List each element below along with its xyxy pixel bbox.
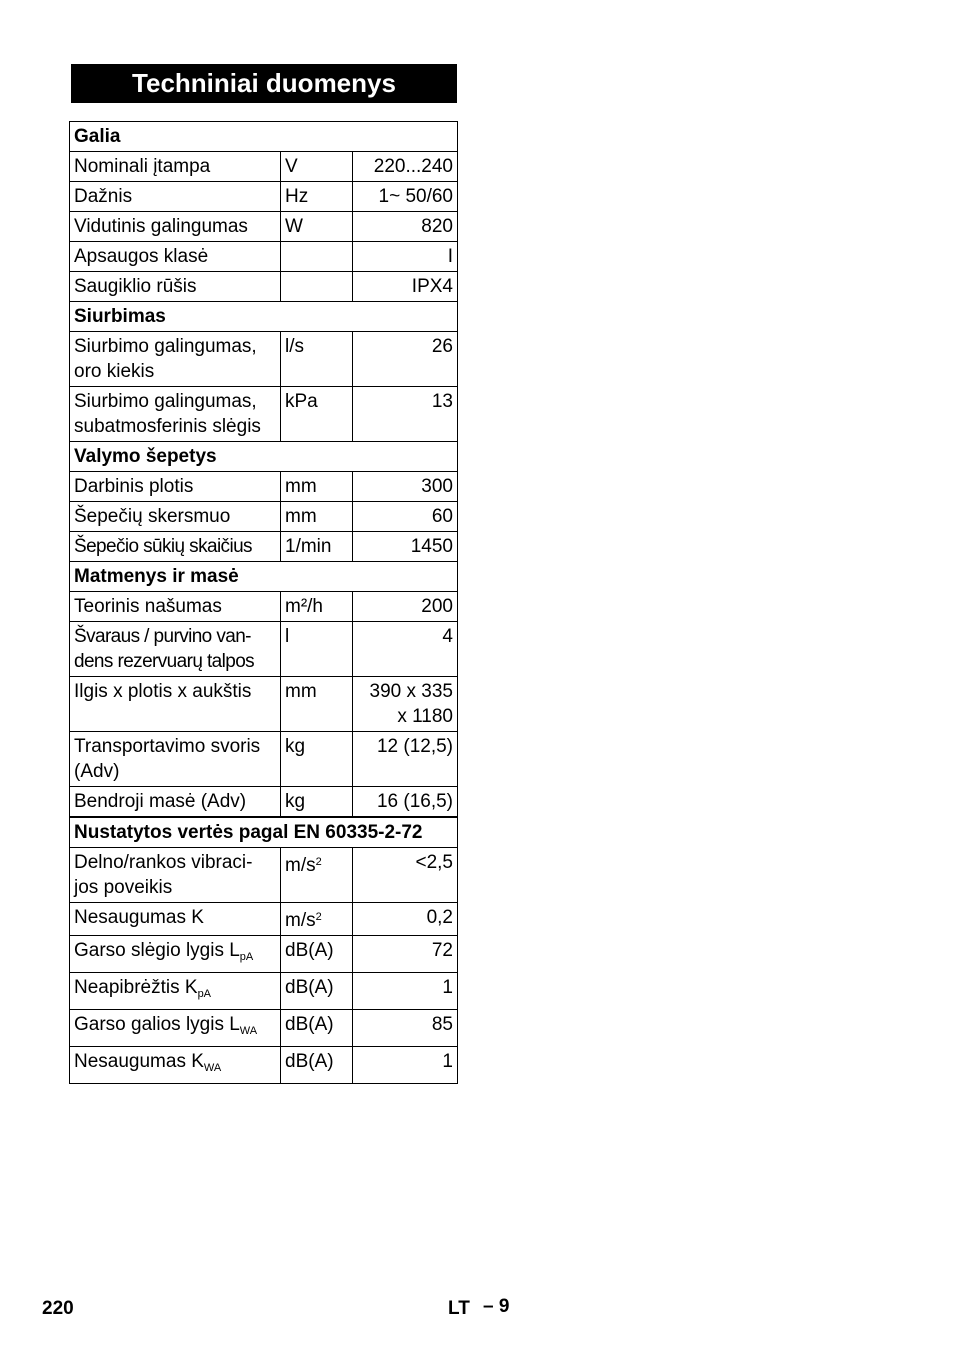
row-label-line: dens rezervuarų talpos [74, 651, 255, 672]
table-row [70, 242, 458, 272]
row-value: 0,2 [353, 903, 458, 936]
row-label [70, 732, 281, 787]
row-value: I [353, 242, 458, 272]
row-value: <2,5 [353, 848, 458, 903]
row-label: Nominali įtampa [70, 152, 281, 182]
row-value: 13 [353, 387, 458, 442]
row-label-line: jos poveikis [74, 877, 173, 898]
row-label: Šepečių skersmuo [70, 502, 281, 532]
row-value-line: x 1180 [397, 706, 453, 727]
row-label: Saugiklio rūšis [70, 272, 281, 302]
row-unit: dB(A) [281, 936, 353, 973]
row-value-line: 390 x 335 [369, 681, 453, 702]
label-subscript: pA [239, 951, 254, 963]
section-heading: Siurbimas [70, 302, 458, 332]
table-row [70, 472, 458, 502]
row-value: 72 [353, 936, 458, 973]
row-unit [281, 242, 353, 272]
section-header [70, 122, 458, 152]
section-heading: Matmenys ir masė [70, 562, 458, 592]
row-unit [281, 272, 353, 302]
table-row [70, 387, 458, 442]
row-label [70, 973, 281, 1010]
row-value: 60 [353, 502, 458, 532]
label-text: Neapibrėžtis K [74, 977, 198, 998]
unit-text: m/s [285, 855, 316, 876]
table-row [70, 182, 458, 212]
row-value: 820 [353, 212, 458, 242]
table-row [70, 973, 458, 1010]
row-unit: mm [281, 472, 353, 502]
row-value: 12 (12,5) [353, 732, 458, 787]
label-subscript: WA [203, 1062, 222, 1074]
page-number: 220 [42, 1298, 74, 1319]
row-label: Ilgis x plotis x aukštis [70, 677, 281, 732]
row-value: 26 [353, 332, 458, 387]
row-unit: m²/h [281, 592, 353, 622]
row-label [70, 332, 281, 387]
row-label: Darbinis plotis [70, 472, 281, 502]
table-row [70, 903, 458, 936]
row-value: 220...240 [353, 152, 458, 182]
table-row [70, 677, 458, 732]
row-unit: kg [281, 787, 353, 818]
row-unit: 1/min [281, 532, 353, 562]
row-unit: kPa [281, 387, 353, 442]
row-label-line: Švaraus / purvino van- [74, 626, 251, 647]
row-unit: mm [281, 677, 353, 732]
row-label-line: Siurbimo galingumas, [74, 391, 257, 412]
language-code: LT [448, 1298, 470, 1319]
row-unit: W [281, 212, 353, 242]
row-unit: Hz [281, 182, 353, 212]
row-unit: l [281, 622, 353, 677]
row-label-line: subatmosferinis slėgis [74, 416, 261, 437]
row-unit: dB(A) [281, 1010, 353, 1047]
row-unit: V [281, 152, 353, 182]
row-unit [281, 903, 353, 936]
row-label: Vidutinis galingumas [70, 212, 281, 242]
section-header [70, 302, 458, 332]
row-value: 85 [353, 1010, 458, 1047]
row-label [70, 1047, 281, 1084]
table-row [70, 272, 458, 302]
row-value: 1 [353, 1047, 458, 1084]
row-value: 300 [353, 472, 458, 502]
label-text: Garso galios lygis L [74, 1014, 240, 1035]
row-value [353, 677, 458, 732]
row-label: Bendroji masė (Adv) [70, 787, 281, 818]
row-value: 200 [353, 592, 458, 622]
row-label: Apsaugos klasė [70, 242, 281, 272]
table-row [70, 848, 458, 903]
row-value: 4 [353, 622, 458, 677]
row-label [70, 848, 281, 903]
section-header [70, 562, 458, 592]
row-unit [281, 848, 353, 903]
table-row [70, 532, 458, 562]
section-heading: Nustatytos vertės pagal EN 60335-2-72 [70, 817, 458, 848]
row-label [70, 936, 281, 973]
row-unit: kg [281, 732, 353, 787]
table-row [70, 502, 458, 532]
section-heading: Valymo šepetys [70, 442, 458, 472]
row-label: Dažnis [70, 182, 281, 212]
row-value: 16 (16,5) [353, 787, 458, 818]
table-row [70, 622, 458, 677]
row-unit: dB(A) [281, 973, 353, 1010]
unit-superscript: 2 [315, 856, 322, 868]
label-subscript: pA [197, 988, 212, 1000]
row-unit: mm [281, 502, 353, 532]
unit-text: m/s [285, 910, 316, 931]
row-label: Teorinis našumas [70, 592, 281, 622]
section-number: – 9 [483, 1296, 510, 1317]
row-label-line: Transportavimo svoris [74, 736, 261, 757]
table-row [70, 732, 458, 787]
row-label-line: Siurbimo galingumas, [74, 336, 257, 357]
table-row [70, 592, 458, 622]
row-label-line: (Adv) [74, 761, 120, 782]
row-unit: l/s [281, 332, 353, 387]
page-title: Techniniai duomenys [71, 64, 457, 103]
label-subscript: WA [239, 1025, 258, 1037]
row-unit: dB(A) [281, 1047, 353, 1084]
table-row [70, 332, 458, 387]
row-label-line: oro kiekis [74, 361, 155, 382]
row-value: 1~ 50/60 [353, 182, 458, 212]
row-label: Šepečio sūkių skaičius [70, 532, 281, 562]
table-row [70, 936, 458, 973]
row-label [70, 622, 281, 677]
unit-superscript: 2 [315, 911, 322, 923]
technical-data-table [69, 121, 458, 1084]
label-text: Garso slėgio lygis L [74, 940, 240, 961]
table-row [70, 787, 458, 818]
row-label-line: Delno/rankos vibraci- [74, 852, 253, 873]
row-label [70, 1010, 281, 1047]
row-value: 1 [353, 973, 458, 1010]
table-row [70, 212, 458, 242]
section-header [70, 442, 458, 472]
row-value: IPX4 [353, 272, 458, 302]
section-heading: Galia [70, 122, 458, 152]
table-row [70, 1047, 458, 1084]
table-row [70, 152, 458, 182]
row-value: 1450 [353, 532, 458, 562]
row-label: Nesaugumas K [70, 903, 281, 936]
row-label [70, 387, 281, 442]
table-row [70, 1010, 458, 1047]
section-header [70, 817, 458, 848]
label-text: Nesaugumas K [74, 1051, 204, 1072]
